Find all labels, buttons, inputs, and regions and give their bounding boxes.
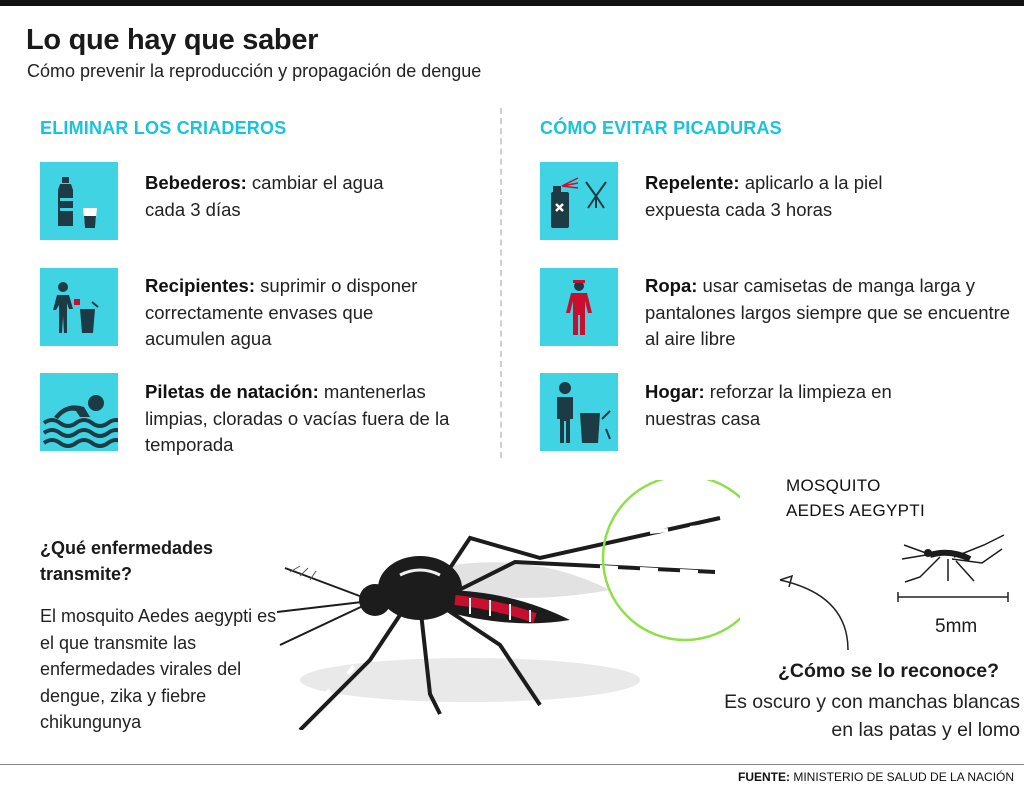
item-recipientes: Recipientes: suprimir o disponer correctamente envases que acumulen agua <box>145 275 418 349</box>
item-hogar: Hogar: reforzar la limpieza en nuestras casa <box>645 381 892 429</box>
mosquito-name: MOSQUITO AEDES AEGYPTI <box>786 476 926 520</box>
item-bebederos: Bebederos: cambiar el agua cada 3 días <box>145 172 384 220</box>
footer-rule <box>0 764 1024 765</box>
source-credit: FUENTE: MINISTERIO DE SALUD DE LA NACIÓN <box>738 770 1015 784</box>
bottle-glass-icon <box>40 162 118 240</box>
scale-label: 5mm <box>935 616 978 637</box>
page-title: Lo que hay que saber <box>26 24 319 56</box>
section-title-criaderos: ELIMINAR LOS CRIADEROS <box>40 118 287 138</box>
item-ropa: Ropa: usar camisetas de manga larga y pantalones largos siempre que se encuentre al aire libre <box>645 275 1011 349</box>
recognize-answer: Es oscuro y con manchas blancas en las patas y el lomo <box>724 691 1020 741</box>
page-subtitle: Cómo prevenir la reproducción y propagación de dengue <box>27 61 482 81</box>
mosquito-scale-illustration <box>890 525 1015 610</box>
diseases-answer: El mosquito Aedes aegypti es el que transmite las enfermedades virales del dengue, zika y fiebre chikungunya <box>40 606 277 732</box>
person-bin-icon <box>540 373 618 451</box>
item-piletas: Piletas de natación: mantenerlas limpias, cloradas o vacías fuera de la temporada <box>145 381 450 455</box>
section-divider <box>500 108 502 458</box>
top-bar <box>0 0 1024 6</box>
swimmer-icon <box>40 373 118 451</box>
recognize-question: ¿Cómo se lo reconoce? <box>778 660 1000 682</box>
arrow-indicator <box>770 565 860 655</box>
clothing-person-icon <box>540 268 618 346</box>
mosquito-illustration <box>270 480 740 730</box>
section-title-picaduras: CÓMO EVITAR PICADURAS <box>540 118 782 138</box>
diseases-question: ¿Qué enfermedades transmite? <box>40 538 214 584</box>
item-repelente: Repelente: aplicarlo a la piel expuesta cada 3 horas <box>645 172 883 220</box>
repellent-spray-icon <box>540 162 618 240</box>
person-trash-icon <box>40 268 118 346</box>
